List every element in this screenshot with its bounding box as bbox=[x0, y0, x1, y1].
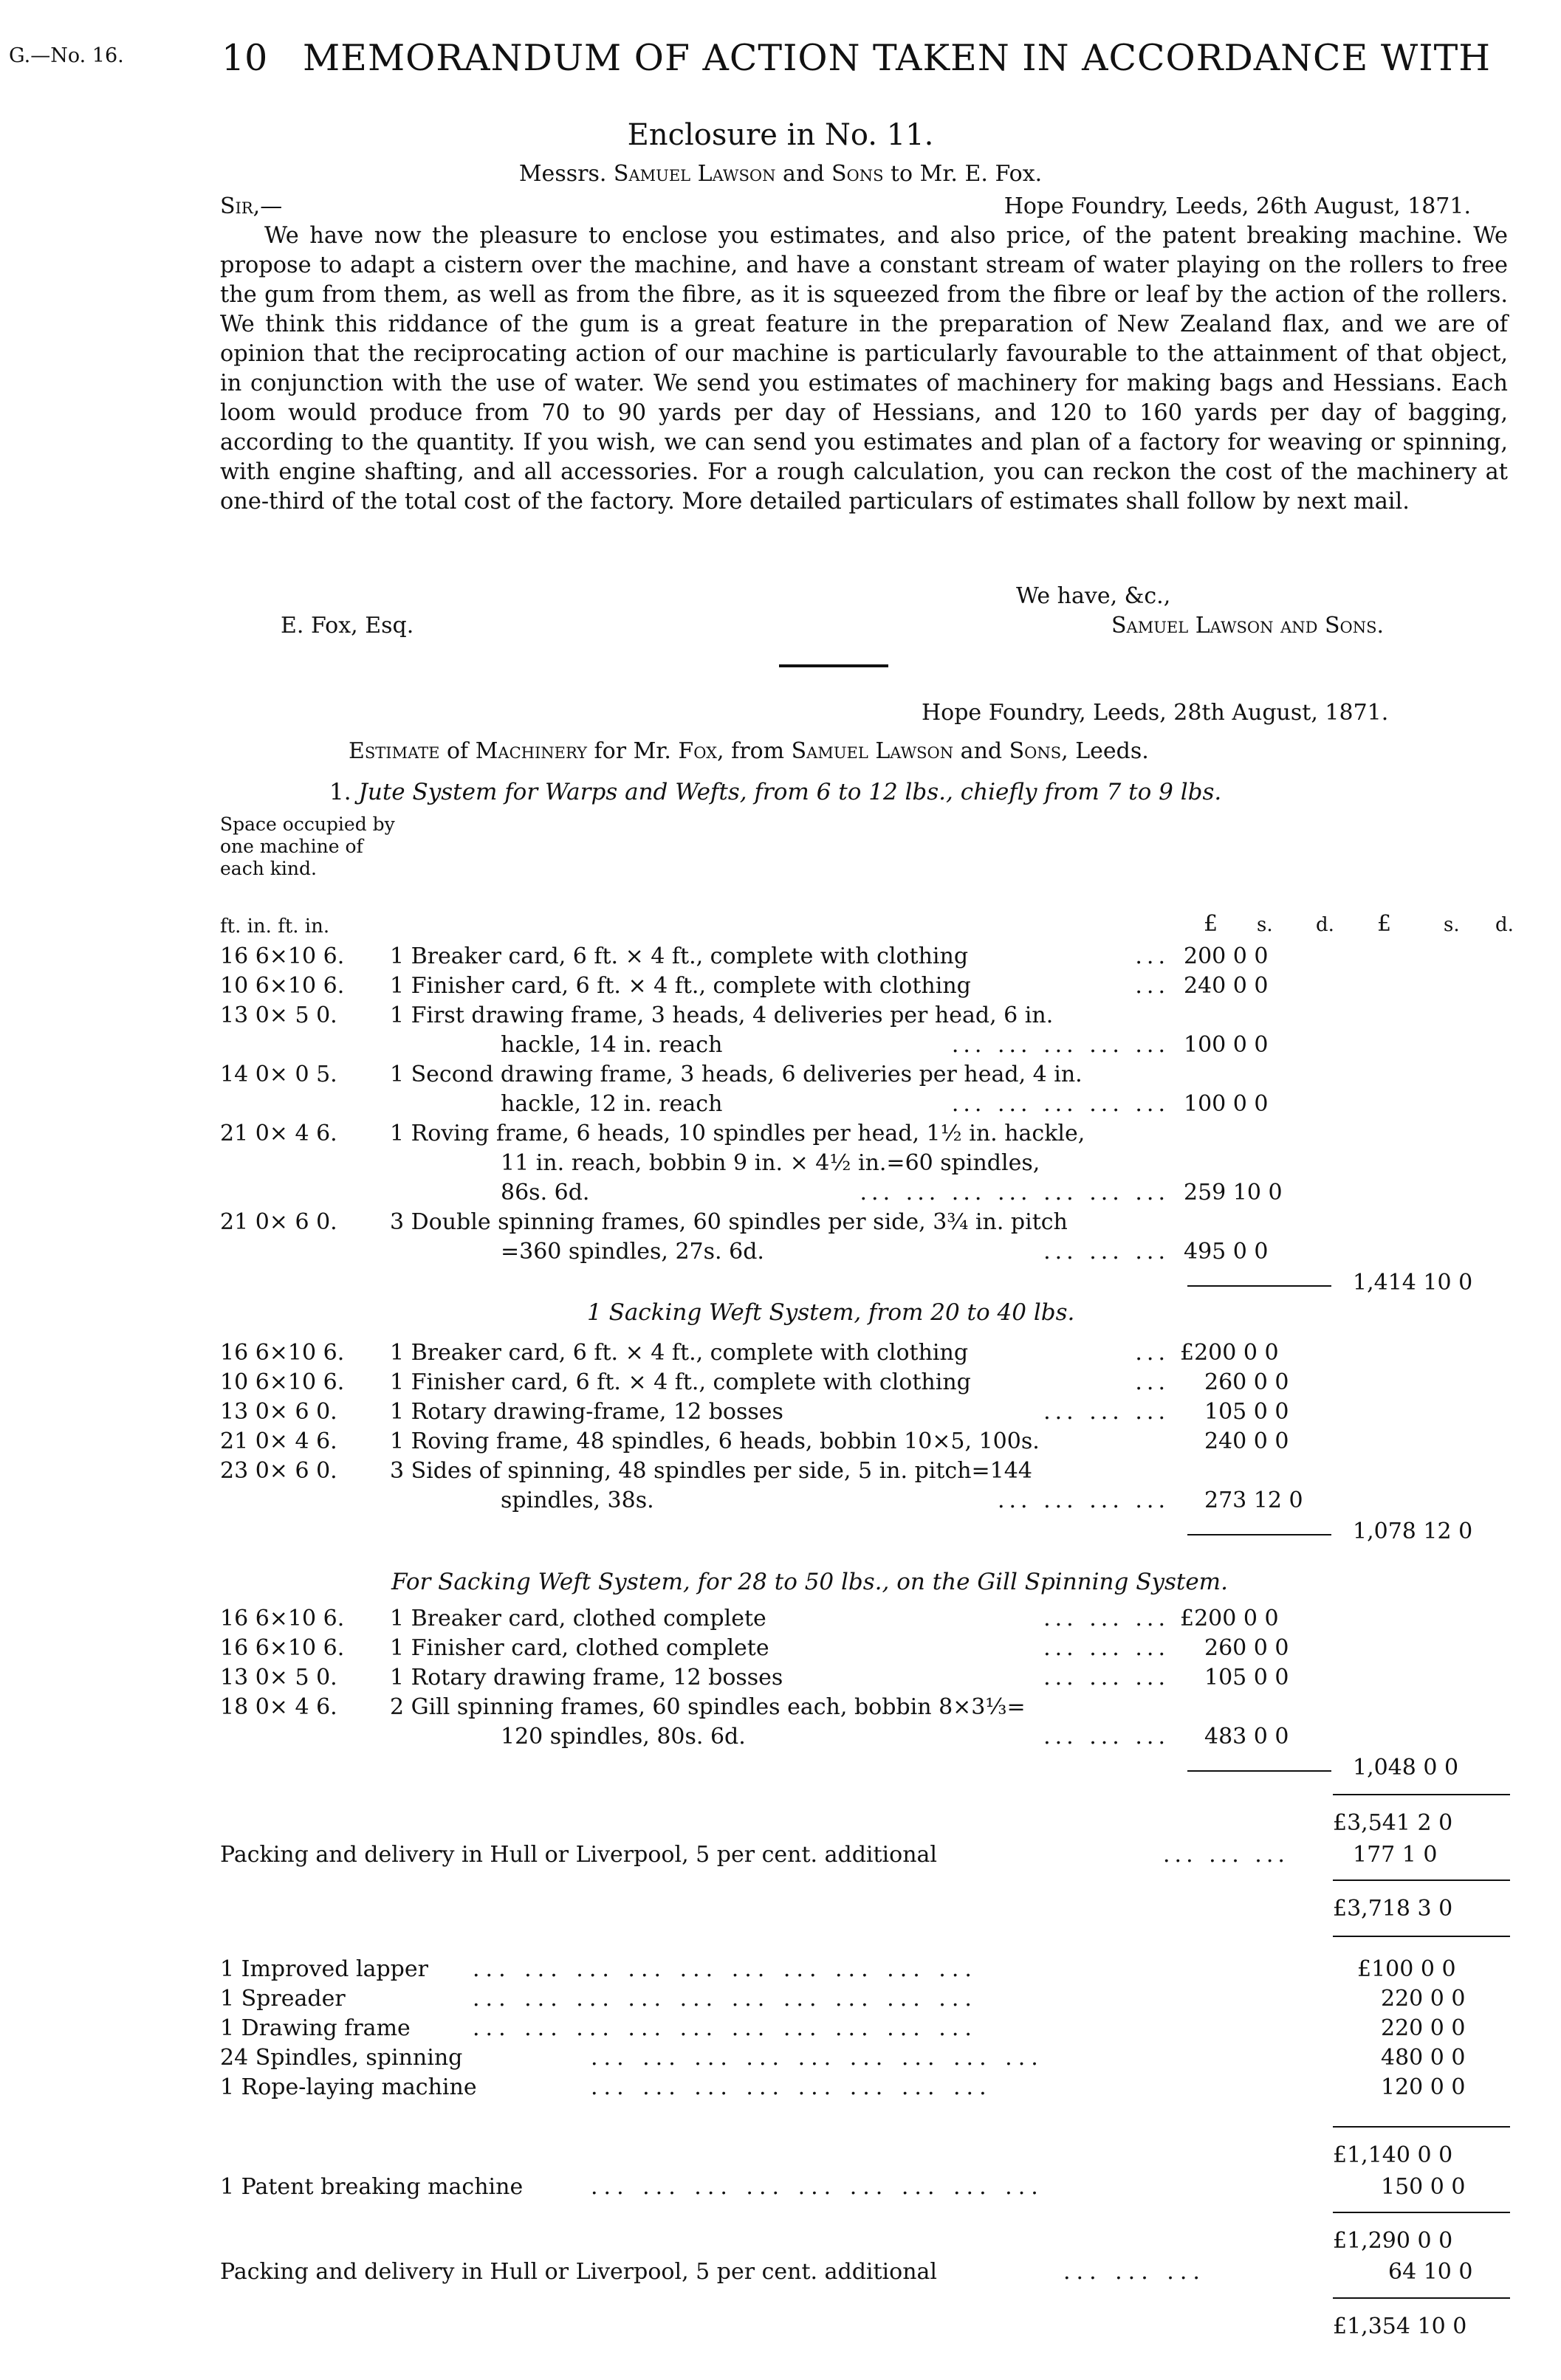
document-reference: G.—No. 16. bbox=[9, 44, 124, 67]
table-row: 11 in. reach, bobbin 9 in. × 4½ in.=60 spindles, bbox=[501, 1150, 1040, 1176]
grand-total-amount: £1,354 10 0 bbox=[1333, 2314, 1467, 2339]
total-rule bbox=[1333, 1794, 1510, 1795]
column-total-pence-header: d. bbox=[1495, 914, 1514, 936]
separator-rule bbox=[779, 664, 888, 667]
letter-body: We have now the pleasure to enclose you estimates, and also price, of the patent breaking machine. We propose to adapt a cistern over the machine, and have a constant stream of water playing on the rollers to free the gum from them, as well as from the fibre, as it is squeezed from the fibre or leaf by the action of the rollers. We think this riddance of the gum is a great feature in the preparation of New Zealand flax, and we are of opinion that the reciprocating action of our machine is particularly favourable to the attainment of that object, in conjunction with the use of water. We send you estimates of machinery for making bags and Hessians. Each loom would produce from 70 to 90 yards per day of Hessians, and 120 to 160 yards per day of bagging, according to the quantity. If you wish, we can send you estimates and plan of a factory for weaving or spinning, with engine shafting, and all accessories. For a rough calculation, you can reckon the cost of the machinery at one-third of the total cost of the factory. More detailed particulars of estimates shall follow by next mail. bbox=[220, 223, 1508, 515]
total-rule bbox=[1333, 2212, 1510, 2213]
table-row: spindles, 38s. ... ... ... ... 273 12 0 bbox=[501, 1488, 1303, 1513]
patent-machine-label: 1 Patent breaking machine bbox=[220, 2174, 524, 2200]
table-row: 13 0× 5 0. 1 Rotary drawing frame, 12 bosses ... ... ... 105 0 0 bbox=[220, 1665, 1289, 1691]
leader-dots: ... ... ... bbox=[1063, 2259, 1206, 2285]
total-amount: £3,718 3 0 bbox=[1333, 1896, 1453, 1922]
packing-amount: 177 1 0 bbox=[1353, 1842, 1438, 1868]
space-occupied-note: Space occupied by one machine of each kind. bbox=[220, 814, 395, 879]
letter-signature: Samuel Lawson and Sons. bbox=[1111, 613, 1385, 639]
estimate-place-date: Hope Foundry, Leeds, 28th August, 1871. bbox=[922, 700, 1389, 726]
total-rule bbox=[1333, 2126, 1510, 2128]
table-row: 21 0× 4 6. 1 Roving frame, 48 spindles, 6 heads, bobbin 10×5, 100s. 240 0 0 bbox=[220, 1428, 1289, 1454]
section2-heading: 1 Sacking Weft System, from 20 to 40 lbs. bbox=[587, 1299, 1075, 1326]
letter-place-date: Hope Foundry, Leeds, 26th August, 1871. bbox=[1004, 193, 1471, 219]
column-dimensions-header: ft. in. ft. in. bbox=[220, 915, 330, 938]
table-row: 21 0× 6 0. 3 Double spinning frames, 60 spindles per side, 3¾ in. pitch bbox=[220, 1209, 1068, 1235]
table-row: 120 spindles, 80s. 6d. ... ... ... 483 0 0 bbox=[501, 1724, 1289, 1750]
column-pounds-header: £ bbox=[1204, 911, 1218, 937]
section1-heading: 1. Jute System for Warps and Wefts, from 6 to 12 lbs., chiefly from 7 to 9 lbs. bbox=[329, 779, 1222, 805]
list-item: 1 Spreader bbox=[220, 1986, 346, 2012]
table-row: 16 6×10 6. 1 Breaker card, 6 ft. × 4 ft., complete with clothing ... 200 0 0 bbox=[220, 943, 1269, 969]
patent-machine-amount: 150 0 0 bbox=[1381, 2174, 1466, 2200]
column-pence-header: d. bbox=[1316, 914, 1334, 936]
column-total-pounds-header: £ bbox=[1377, 911, 1392, 937]
packing-label: Packing and delivery in Hull or Liverpool, 5 per cent. additional bbox=[220, 2259, 938, 2285]
packing-dots: ... ... ... bbox=[1163, 1842, 1289, 1868]
table-row: 16 6×10 6. 1 Finisher card, clothed complete ... ... ... 260 0 0 bbox=[220, 1635, 1289, 1661]
table-row: 14 0× 0 5. 1 Second drawing frame, 3 heads, 6 deliveries per head, 4 in. bbox=[220, 1062, 1083, 1087]
leader-dots: ... ... ... ... ... ... ... ... ... bbox=[591, 2174, 1044, 2200]
letter-closing: We have, &c., bbox=[1016, 583, 1171, 609]
table-row: 21 0× 4 6. 1 Roving frame, 6 heads, 10 spindles per head, 1½ in. hackle, bbox=[220, 1121, 1085, 1146]
table-row: =360 spindles, 27s. 6d. ... ... ... 495 0 0 bbox=[501, 1239, 1269, 1265]
table-row: 16 6×10 6. 1 Breaker card, 6 ft. × 4 ft., complete with clothing ... £200 0 0 bbox=[220, 1340, 1279, 1366]
enclosure-heading: Enclosure in No. 11. bbox=[627, 118, 934, 152]
list-item: 24 Spindles, spinning bbox=[220, 2045, 463, 2071]
leader-dots: ... ... ... ... ... ... ... ... ... bbox=[591, 2045, 1044, 2071]
column-total-shillings-header: s. bbox=[1444, 914, 1460, 936]
leader-dots: ... ... ... ... ... ... ... ... bbox=[591, 2074, 992, 2100]
table-row: 13 0× 6 0. 1 Rotary drawing-frame, 12 bosses ... ... ... 105 0 0 bbox=[220, 1399, 1289, 1425]
total-rule bbox=[1333, 2297, 1510, 2299]
table-row: 16 6×10 6. 1 Breaker card, clothed complete ... ... ... £200 0 0 bbox=[220, 1606, 1279, 1631]
list-item-amount: 480 0 0 bbox=[1381, 2045, 1466, 2071]
packing-amount: 64 10 0 bbox=[1388, 2259, 1473, 2285]
table-row: 18 0× 4 6. 2 Gill spinning frames, 60 spindles each, bobbin 8×3⅓= bbox=[220, 1694, 1026, 1720]
section3-heading: For Sacking Weft System, for 28 to 50 lbs., on the Gill Spinning System. bbox=[391, 1569, 1228, 1595]
leader-dots: ... ... ... ... ... ... ... ... ... ... bbox=[473, 1986, 978, 2012]
section1-total: 1,414 10 0 bbox=[1353, 1270, 1473, 1296]
list-item: 1 Rope-laying machine bbox=[220, 2074, 477, 2100]
subtotal-rule bbox=[1187, 1534, 1331, 1535]
table-row: hackle, 12 in. reach ... ... ... ... ... 100 0 0 bbox=[501, 1091, 1269, 1117]
subtotal-amount: £1,140 0 0 bbox=[1333, 2142, 1453, 2168]
subtotal-amount: £3,541 2 0 bbox=[1333, 1810, 1453, 1836]
list-item: 1 Improved lapper bbox=[220, 1956, 428, 1982]
estimate-title: Estimate of Machinery for Mr. Fox, from Samuel Lawson and Sons, Leeds. bbox=[349, 738, 1149, 764]
leader-dots: ... ... ... ... ... ... ... ... ... ... bbox=[473, 1956, 978, 1982]
table-row: 13 0× 5 0. 1 First drawing frame, 3 heads, 4 deliveries per head, 6 in. bbox=[220, 1002, 1054, 1028]
section3-total: 1,048 0 0 bbox=[1353, 1755, 1459, 1781]
page-number: 10 bbox=[222, 37, 268, 79]
column-shillings-header: s. bbox=[1257, 914, 1273, 936]
list-item-amount: 120 0 0 bbox=[1381, 2074, 1466, 2100]
list-item-amount: 220 0 0 bbox=[1381, 2015, 1466, 2041]
subtotal-amount: £1,290 0 0 bbox=[1333, 2228, 1453, 2254]
list-item: 1 Drawing frame bbox=[220, 2015, 411, 2041]
total-rule bbox=[1333, 1879, 1510, 1881]
table-row: 86s. 6d. ... ... ... ... ... ... ... 259 10 0 bbox=[501, 1180, 1283, 1206]
subtotal-rule bbox=[1187, 1770, 1331, 1772]
table-row: hackle, 14 in. reach ... ... ... ... ... 100 0 0 bbox=[501, 1032, 1269, 1058]
subtotal-rule bbox=[1187, 1285, 1331, 1287]
table-row: 10 6×10 6. 1 Finisher card, 6 ft. × 4 ft., complete with clothing ... 260 0 0 bbox=[220, 1369, 1289, 1395]
list-item-amount: 220 0 0 bbox=[1381, 1986, 1466, 2012]
leader-dots: ... ... ... ... ... ... ... ... ... ... bbox=[473, 2015, 978, 2041]
list-item-amount: £100 0 0 bbox=[1357, 1956, 1456, 1982]
letter-addressee: E. Fox, Esq. bbox=[281, 613, 414, 639]
salutation: Sir,— bbox=[220, 193, 283, 219]
table-row: 10 6×10 6. 1 Finisher card, 6 ft. × 4 ft., complete with clothing ... 240 0 0 bbox=[220, 973, 1269, 999]
packing-label: Packing and delivery in Hull or Liverpool, 5 per cent. additional bbox=[220, 1842, 938, 1868]
section2-total: 1,078 12 0 bbox=[1353, 1519, 1473, 1544]
page-title: MEMORANDUM OF ACTION TAKEN IN ACCORDANCE WITH bbox=[303, 37, 1492, 79]
total-rule bbox=[1333, 1936, 1510, 1937]
letter-from-line: Messrs. Samuel Lawson and Sons to Mr. E. Fox. bbox=[518, 161, 1043, 187]
table-row: 23 0× 6 0. 3 Sides of spinning, 48 spindles per side, 5 in. pitch=144 bbox=[220, 1458, 1032, 1484]
